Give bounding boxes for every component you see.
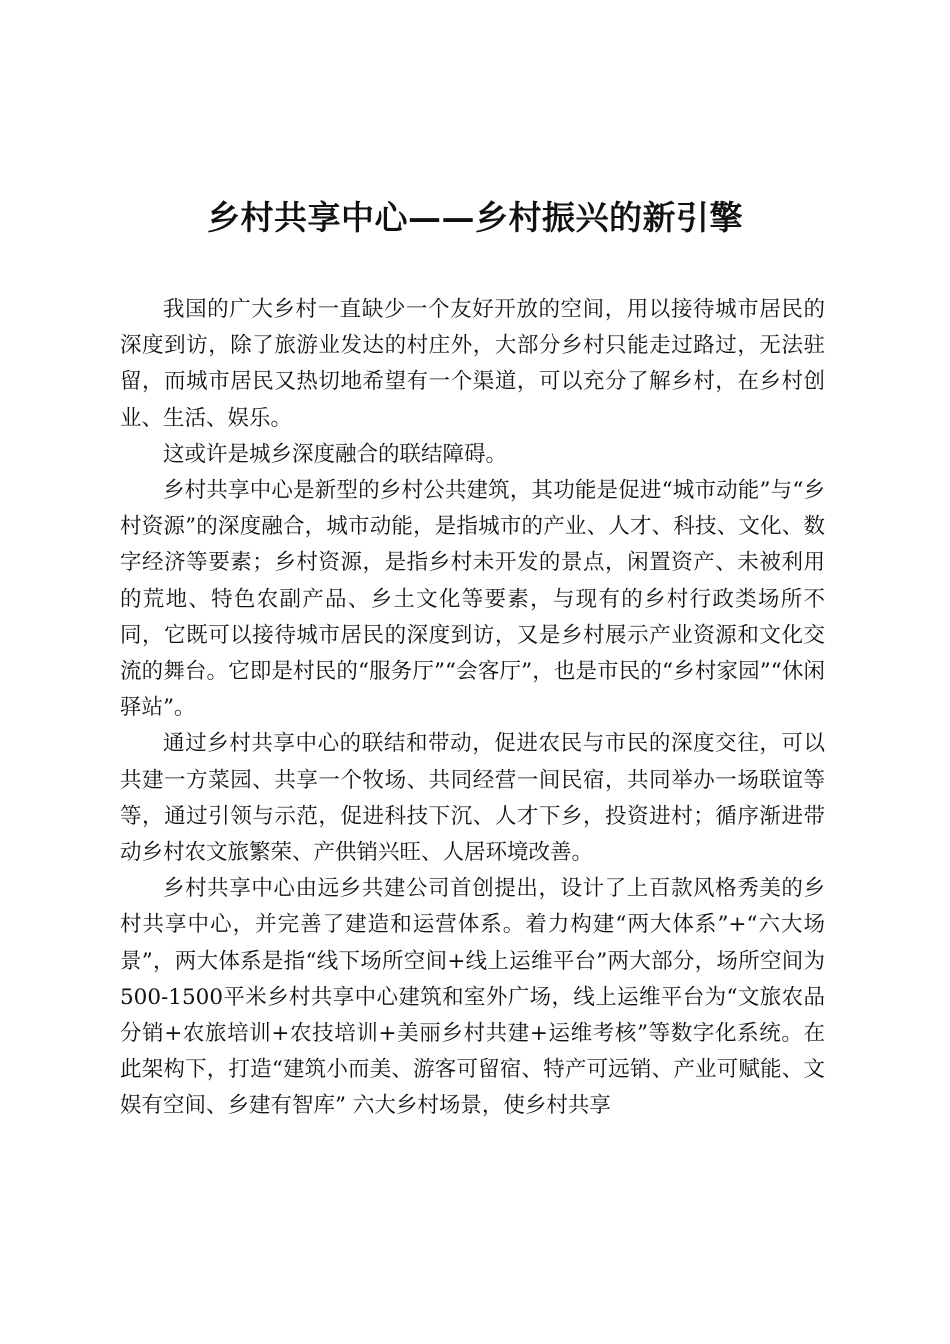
paragraph-linkage: 通过乡村共享中心的联结和带动，促进农民与市民的深度交往，可以共建一方菜园、共享一个牧场、共同经营一间民宿，共同举办一场联谊等等，通过引领与示范，促进科技下沉、人才下乡，投资进村；循序渐进带动乡村农文旅繁荣、产供销兴旺、人居环境改善。 [120, 731, 825, 866]
paragraph-definition: 乡村共享中心是新型的乡村公共建筑，其功能是促进“城市动能”与“乡村资源”的深度融合，城市动能，是指城市的产业、人才、科技、文化、数字经济等要素；乡村资源，是指乡村未开发的景点，闲置资产、未被利用的荒地、特色农副产品、乡土文化等要素，与现有的乡村行政类场所不同，它既可以接待城市居民的深度到访，又是乡村展示产业资源和文化交流的舞台。它即是村民的“服务厅”“会客厅”，也是市民的“乡村家园”“休闲驿站”。 [120, 478, 825, 721]
paragraph-company: 乡村共享中心由远乡共建公司首创提出，设计了上百款风格秀美的乡村共享中心，并完善了建造和运营体系。着力构建“两大体系”+“六大场景”，两大体系是指“线下场所空间+线上运维平台”两大部分，场所空间为500-1500平米乡村共享中心建筑和室外广场，线上运维平台为“文旅农品分销+农旅培训+农技培训+美丽乡村共建+运维考核”等数字化系统。在此架构下，打造“建筑小而美、游客可留宿、特产可远销、产业可赋能、文娱有空间、乡建有智库” 六大乡村场景，使乡村共享 [120, 876, 825, 1119]
paragraph-intro: 我国的广大乡村一直缺少一个友好开放的空间，用以接待城市居民的深度到访，除了旅游业发达的村庄外，大部分乡村只能走过路过，无法驻留，而城市居民又热切地希望有一个渠道，可以充分了解乡村，在乡村创业、生活、娱乐。 [120, 297, 825, 431]
document-title: 乡村共享中心——乡村振兴的新引擎 [207, 198, 743, 237]
document-body [120, 292, 825, 1125]
paragraph-barrier: 这或许是城乡深度融合的联结障碍。 [163, 441, 508, 467]
